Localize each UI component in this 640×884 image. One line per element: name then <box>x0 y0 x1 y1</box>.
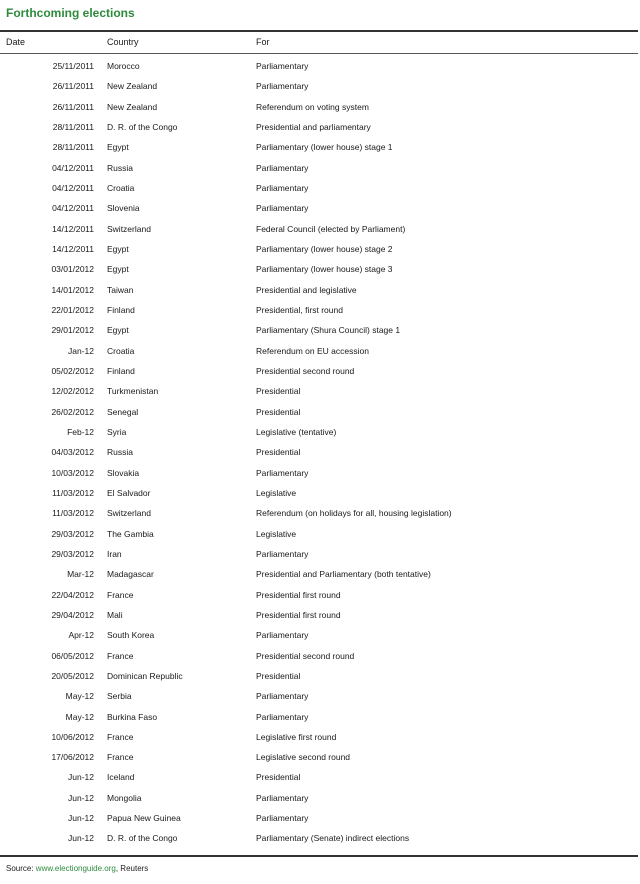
cell-for: Parliamentary <box>256 813 309 824</box>
cell-for: Presidential, first round <box>256 304 343 315</box>
cell-for: Parliamentary <box>256 467 309 478</box>
bottom-rule <box>0 855 638 857</box>
header-date: Date <box>6 37 26 47</box>
cell-country: Russia <box>107 447 133 458</box>
cell-for: Presidential and parliamentary <box>256 121 371 132</box>
table-row <box>0 545 638 565</box>
cell-country: Egypt <box>107 264 129 275</box>
table-row <box>0 565 638 585</box>
cell-date: 04/03/2012 <box>51 447 94 458</box>
header-rule <box>0 53 638 54</box>
cell-country: New Zealand <box>107 81 158 92</box>
source-prefix: Source: <box>6 864 36 873</box>
cell-for: Presidential second round <box>256 650 355 661</box>
cell-country: New Zealand <box>107 101 158 112</box>
cell-for: Presidential <box>256 772 301 783</box>
cell-for: Legislative (tentative) <box>256 426 337 437</box>
header-for: For <box>256 37 270 47</box>
table-row <box>0 77 638 97</box>
cell-date: 14/12/2011 <box>52 223 94 234</box>
cell-for: Parliamentary <box>256 548 309 559</box>
cell-date: 25/11/2011 <box>52 61 94 71</box>
table-row <box>0 382 638 402</box>
cell-country: Finland <box>107 365 135 376</box>
cell-for: Parliamentary <box>256 691 309 702</box>
top-rule <box>0 30 638 32</box>
cell-date: Apr-12 <box>68 630 94 641</box>
table-row <box>0 789 638 809</box>
header-country: Country <box>107 37 139 47</box>
cell-for: Presidential first round <box>256 609 341 620</box>
cell-country: Mali <box>107 609 123 620</box>
cell-country: The Gambia <box>107 528 154 539</box>
cell-country: South Korea <box>107 630 155 641</box>
cell-date: 29/03/2012 <box>51 528 94 539</box>
table-row <box>0 768 638 788</box>
table-row <box>0 525 638 545</box>
cell-for: Parliamentary (Shura Council) stage 1 <box>256 325 401 336</box>
cell-date: 10/03/2012 <box>51 467 94 478</box>
cell-country: Slovakia <box>107 467 140 478</box>
cell-date: May-12 <box>65 711 94 722</box>
cell-date: 20/05/2012 <box>51 670 94 681</box>
table-row <box>0 281 638 301</box>
cell-date: 14/12/2011 <box>52 243 94 254</box>
cell-country: Morocco <box>107 61 140 71</box>
cell-for: Parliamentary (Senate) indirect elections <box>256 833 410 844</box>
table-row <box>0 362 638 382</box>
cell-date: May-12 <box>65 691 94 702</box>
cell-country: Russia <box>107 162 133 173</box>
cell-country: Egypt <box>107 243 129 254</box>
cell-date: Jun-12 <box>68 772 94 783</box>
source-link[interactable]: www.electionguide.org <box>35 864 116 873</box>
cell-date: Jun-12 <box>68 833 94 844</box>
cell-for: Presidential and legislative <box>256 284 357 295</box>
cell-date: 22/04/2012 <box>51 589 94 600</box>
table-row <box>0 301 638 321</box>
cell-country: Papua New Guinea <box>107 813 181 824</box>
cell-date: 28/11/2011 <box>52 121 94 132</box>
table-row <box>0 829 638 849</box>
cell-for: Parliamentary (lower house) stage 2 <box>256 243 393 254</box>
table-row <box>0 98 638 118</box>
table-row <box>0 464 638 484</box>
cell-country: D. R. of the Congo <box>107 121 178 132</box>
table-row <box>0 423 638 443</box>
cell-country: Burkina Faso <box>107 711 158 722</box>
cell-country: Egypt <box>107 142 129 153</box>
source-note <box>6 864 148 873</box>
cell-country: France <box>107 650 134 661</box>
cell-date: 06/05/2012 <box>51 650 94 661</box>
cell-country: Turkmenistan <box>107 386 159 397</box>
cell-country: France <box>107 589 134 600</box>
table-row <box>0 748 638 768</box>
table-row <box>0 708 638 728</box>
table-row <box>0 626 638 646</box>
table-row <box>0 403 638 423</box>
cell-for: Presidential <box>256 386 301 397</box>
cell-country: Dominican Republic <box>107 670 183 681</box>
table-row <box>0 586 638 606</box>
table-row <box>0 118 638 138</box>
cell-country: Taiwan <box>107 284 134 295</box>
table-row <box>0 321 638 341</box>
cell-date: 26/11/2011 <box>52 81 94 92</box>
cell-for: Presidential <box>256 447 301 458</box>
cell-for: Legislative <box>256 528 297 539</box>
table-row <box>0 809 638 829</box>
cell-date: 03/01/2012 <box>51 264 94 275</box>
cell-for: Federal Council (elected by Parliament) <box>256 223 406 234</box>
cell-for: Parliamentary (lower house) stage 1 <box>256 142 393 153</box>
cell-for: Parliamentary <box>256 630 309 641</box>
cell-date: 04/12/2011 <box>52 182 94 193</box>
cell-date: 04/12/2011 <box>52 203 94 214</box>
cell-for: Presidential first round <box>256 589 341 600</box>
cell-for: Parliamentary (lower house) stage 3 <box>256 264 393 275</box>
cell-date: 10/06/2012 <box>51 731 94 742</box>
cell-country: Switzerland <box>107 508 151 519</box>
table-row <box>0 240 638 260</box>
cell-for: Presidential and Parliamentary (both tentative) <box>256 569 431 580</box>
cell-country: Iran <box>107 548 122 559</box>
cell-for: Referendum on voting system <box>256 101 369 112</box>
cell-date: 12/02/2012 <box>51 386 94 397</box>
cell-for: Parliamentary <box>256 61 309 71</box>
cell-country: France <box>107 752 134 763</box>
cell-country: Slovenia <box>107 203 140 214</box>
cell-date: 11/03/2012 <box>52 508 94 519</box>
cell-date: 17/06/2012 <box>51 752 94 763</box>
cell-country: Serbia <box>107 691 132 702</box>
cell-country: Mongolia <box>107 792 142 803</box>
table-row <box>0 484 638 504</box>
cell-date: 29/04/2012 <box>51 609 94 620</box>
cell-for: Parliamentary <box>256 162 309 173</box>
table-row <box>0 220 638 240</box>
cell-for: Legislative <box>256 487 297 498</box>
table-row <box>0 647 638 667</box>
table-row <box>0 504 638 524</box>
cell-date: 04/12/2011 <box>52 162 94 173</box>
cell-date: 05/02/2012 <box>51 365 94 376</box>
table-row <box>0 606 638 626</box>
cell-date: 14/01/2012 <box>51 284 94 295</box>
table-row <box>0 443 638 463</box>
source-suffix: , Reuters <box>115 864 149 873</box>
cell-date: Jun-12 <box>68 792 94 803</box>
cell-country: Egypt <box>107 325 129 336</box>
cell-date: 29/03/2012 <box>51 548 94 559</box>
cell-country: Croatia <box>107 345 135 356</box>
cell-date: 11/03/2012 <box>52 487 94 498</box>
table-row <box>0 342 638 362</box>
table-row <box>0 138 638 158</box>
cell-for: Referendum on EU accession <box>256 345 369 356</box>
cell-country: Senegal <box>107 406 139 417</box>
cell-date: 29/01/2012 <box>51 325 94 336</box>
cell-for: Parliamentary <box>256 203 309 214</box>
cell-country: Croatia <box>107 182 135 193</box>
cell-date: 22/01/2012 <box>51 304 94 315</box>
table-title: Forthcoming elections <box>6 6 135 20</box>
table-row <box>0 260 638 280</box>
cell-for: Referendum (on holidays for all, housing legislation) <box>256 508 452 519</box>
cell-country: El Salvador <box>107 487 151 498</box>
table-row <box>0 159 638 179</box>
table-row <box>0 667 638 687</box>
cell-for: Presidential <box>256 670 301 681</box>
table-row <box>0 687 638 707</box>
table-row <box>0 728 638 748</box>
cell-country: Switzerland <box>107 223 151 234</box>
cell-date: Feb-12 <box>67 426 94 437</box>
cell-country: Iceland <box>107 772 135 783</box>
table-row <box>0 57 638 77</box>
cell-for: Parliamentary <box>256 792 309 803</box>
cell-for: Presidential <box>256 406 301 417</box>
cell-country: Syria <box>107 426 127 437</box>
table-row <box>0 199 638 219</box>
cell-country: Finland <box>107 304 135 315</box>
cell-date: 26/11/2011 <box>52 101 94 112</box>
cell-country: Madagascar <box>107 569 154 580</box>
table-header <box>0 37 638 51</box>
cell-country: D. R. of the Congo <box>107 833 178 844</box>
cell-for: Parliamentary <box>256 81 309 92</box>
cell-for: Presidential second round <box>256 365 355 376</box>
cell-date: Jan-12 <box>68 345 94 356</box>
cell-for: Parliamentary <box>256 182 309 193</box>
cell-date: Mar-12 <box>67 569 94 580</box>
table-body <box>0 57 638 850</box>
cell-date: 28/11/2011 <box>52 142 94 153</box>
cell-date: 26/02/2012 <box>51 406 94 417</box>
cell-for: Parliamentary <box>256 711 309 722</box>
cell-for: Legislative second round <box>256 752 351 763</box>
cell-date: Jun-12 <box>68 813 94 824</box>
table-row <box>0 179 638 199</box>
cell-for: Legislative first round <box>256 731 337 742</box>
cell-country: France <box>107 731 134 742</box>
